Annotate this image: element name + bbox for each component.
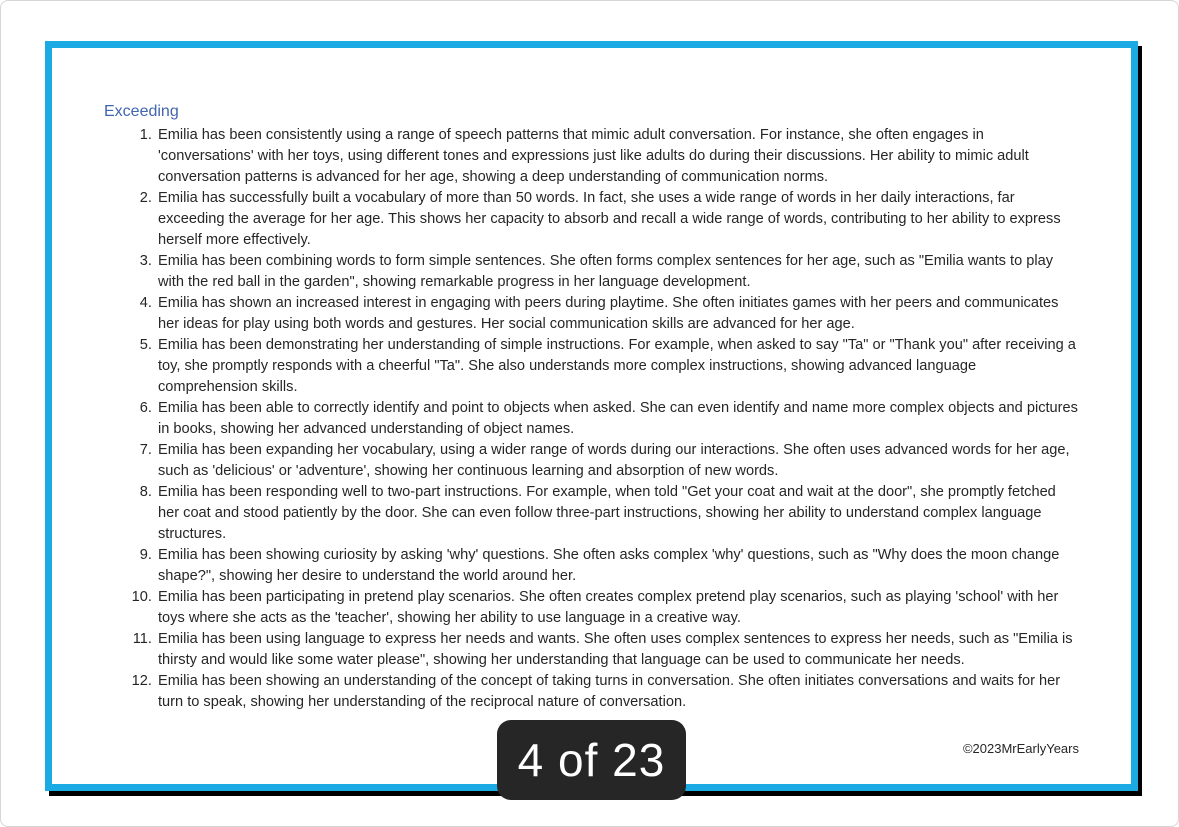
list-item: 5. Emilia has been demonstrating her understanding of simple instructions. For example, when asked to say "Ta" or "Thank you" after receiving a toy, she promptly responds with a cheerful "Ta". She also understands more complex instructions, showing advanced language comprehension skills. — [156, 335, 1079, 398]
page-indicator-label: 4 of 23 — [517, 734, 666, 786]
list-item: 12. Emilia has been showing an understanding of the concept of taking turns in conversation. She often initiates conversations and waits for her turn to speak, showing her understanding of the reciprocal nature of conversation. — [156, 671, 1079, 713]
list-item: 1. Emilia has been consistently using a range of speech patterns that mimic adult conversation. For instance, she often engages in 'conversations' with her toys, using different tones and expressions just like adults do during their discussions. Her ability to mimic adult conversation patterns is advanced for her age, showing a deep understanding of communication norms. — [156, 125, 1079, 188]
observation-list — [104, 125, 1079, 713]
list-item: 4. Emilia has shown an increased interest in engaging with peers during playtime. She often initiates games with her peers and communicates her ideas for play using both words and gestures. Her social communication skills are advanced for her age. — [156, 293, 1079, 335]
list-item: 7. Emilia has been expanding her vocabulary, using a wider range of words during our interactions. She often uses advanced words for her age, such as 'delicious' or 'adventure', showing her continuous learning and absorption of new words. — [156, 440, 1079, 482]
section-heading: Exceeding — [104, 103, 179, 120]
list-item: 9. Emilia has been showing curiosity by asking 'why' questions. She often asks complex 'why' questions, such as "Why does the moon change shape?", showing her desire to understand the world around her. — [156, 545, 1079, 587]
list-item: 3. Emilia has been combining words to form simple sentences. She often forms complex sentences for her age, such as "Emilia wants to play with the red ball in the garden", showing remarkable progress in her language development. — [156, 251, 1079, 293]
list-item: 2. Emilia has successfully built a vocabulary of more than 50 words. In fact, she uses a wide range of words in her daily interactions, far exceeding the average for her age. This shows her capacity to absorb and recall a wide range of words, contributing to her ability to express herself more effectively. — [156, 188, 1079, 251]
page-indicator-badge — [497, 720, 686, 800]
list-item: 8. Emilia has been responding well to two-part instructions. For example, when told "Get your coat and wait at the door", she promptly fetched her coat and stood patiently by the door. She can even follow three-part instructions, showing her ability to understand complex language structures. — [156, 482, 1079, 545]
slide-border — [45, 41, 1138, 791]
list-item: 10. Emilia has been participating in pretend play scenarios. She often creates complex pretend play scenarios, such as playing 'school' with her toys where she acts as the 'teacher', showing her ability to use language in a creative way. — [156, 587, 1079, 629]
list-item: 6. Emilia has been able to correctly identify and point to objects when asked. She can even identify and name more complex objects and pictures in books, showing her advanced understanding of object names. — [156, 398, 1079, 440]
copyright-text: ©2023MrEarlyYears — [962, 741, 1079, 756]
slide-content — [104, 102, 1079, 713]
list-item: 11. Emilia has been using language to express her needs and wants. She often uses complex sentences to express her needs, such as "Emilia is thirsty and would like some water please", showing her understanding that language can be used to communicate her needs. — [156, 629, 1079, 671]
